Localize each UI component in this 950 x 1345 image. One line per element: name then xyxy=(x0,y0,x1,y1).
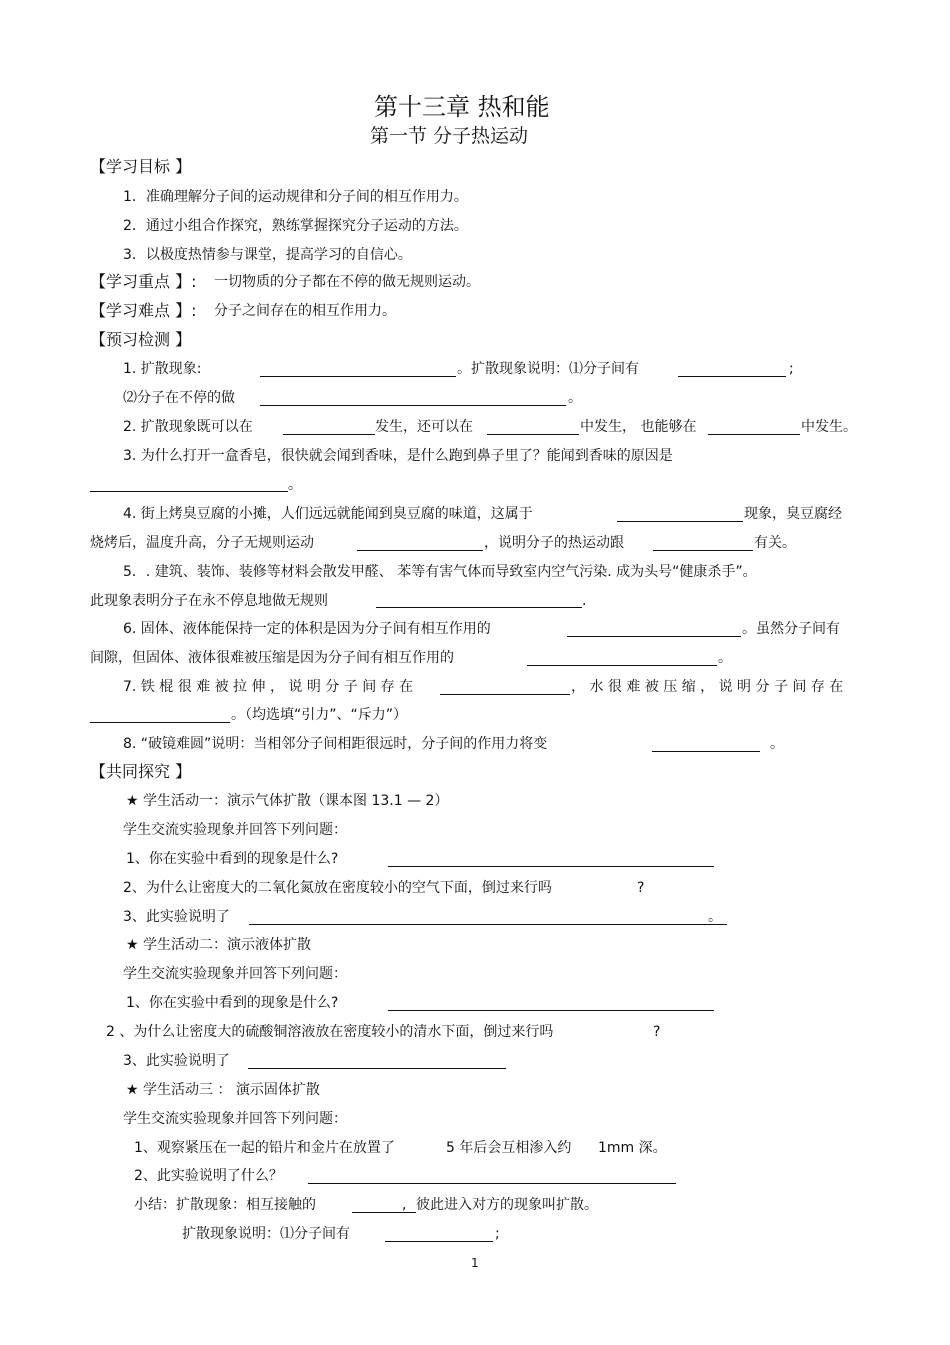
q2-text-3: 中发生， 也能够在 xyxy=(580,419,697,435)
q1-text-2: ⑵分子在不停的做 xyxy=(123,390,235,406)
q1-label: 1. 扩散现象: xyxy=(123,361,202,377)
answer-blank[interactable] xyxy=(388,1010,714,1011)
exchange-instruction: 学生交流实验现象并回答下列问题： xyxy=(123,822,347,838)
chapter-title: 第十三章 热和能 xyxy=(374,93,550,121)
summary-line-1: 小结：扩散现象：相互接触的 xyxy=(134,1197,316,1213)
q7-text-2: ， 水 很 难 被 压 缩 ， 说 明 分 子 间 存 在 xyxy=(571,679,844,695)
q2-text: 2. 扩散现象既可以在 xyxy=(123,419,253,435)
exchange-instruction: 学生交流实验现象并回答下列问题： xyxy=(123,1111,347,1127)
answer-blank[interactable] xyxy=(260,376,456,377)
activity-3-q1-b: 5 年后会互相渗入约 xyxy=(446,1140,572,1156)
q3-text: 3. 为什么打开一盒香皂，很快就会闻到香味，是什么跑到鼻子里了？能闻到香味的原因是 xyxy=(123,448,673,464)
page-number: 1 xyxy=(471,1256,479,1270)
q1-text: 。扩散现象说明：⑴分子间有 xyxy=(457,361,639,377)
q1-end-2: 。 xyxy=(568,390,582,406)
answer-blank[interactable] xyxy=(308,1183,676,1184)
answer-blank[interactable] xyxy=(283,434,375,435)
activity-1-q2-mark: ? xyxy=(637,880,645,896)
q4-text: 4. 街上烤臭豆腐的小摊，人们远远就能闻到臭豆腐的味道，这属于 xyxy=(123,506,533,522)
q7-text: 7. 铁 棍 很 难 被 拉 伸 ， 说 明 分 子 间 存 在 xyxy=(123,679,414,695)
q4-text-2: 现象，臭豆腐经 xyxy=(744,506,842,522)
answer-blank[interactable] xyxy=(653,550,753,551)
q6-text-2: 。虽然分子间有 xyxy=(742,621,840,637)
difficulty-text: 分子之间存在的相互作用力。 xyxy=(214,303,396,319)
summary-line-2: 扩散现象说明：⑴分子间有 xyxy=(182,1226,350,1242)
answer-blank[interactable] xyxy=(260,405,566,406)
q2-text-2: 发生，还可以在 xyxy=(375,419,473,435)
q2-text-4: 中发生。 xyxy=(801,419,857,435)
activity-3-q2: 2、此实验说明了什么？ xyxy=(134,1168,283,1184)
q8-end: 。 xyxy=(770,736,784,752)
q8-text: 8. “破镜难圆”说明：当相邻分子间相距很远时，分子间的作用力将变 xyxy=(123,736,548,752)
section-subtitle: 第一节 分子热运动 xyxy=(370,125,529,147)
answer-blank[interactable] xyxy=(487,434,579,435)
q6-text: 6. 固体、液体能保持一定的体积是因为分子间有相互作用的 xyxy=(123,621,491,637)
answer-blank[interactable] xyxy=(617,521,743,522)
q6-text-3: 间隙，但固体、液体很难被压缩是因为分子间有相互作用的 xyxy=(90,650,454,666)
q4-text-5: 有关。 xyxy=(754,535,796,551)
activity-1-title: ★ 学生活动一：演示气体扩散（课本图 13.1 — 2） xyxy=(126,793,449,809)
activity-2-q2-mark: ? xyxy=(653,1024,661,1040)
objective-item: 1．准确理解分子间的运动规律和分子间的相互作用力。 xyxy=(123,189,468,205)
activity-3-q1: 1、观察紧压在一起的铅片和金片在放置了 xyxy=(134,1140,395,1156)
summary-comma: , xyxy=(402,1197,407,1213)
objective-item: 3．以极度热情参与课堂，提高学习的自信心。 xyxy=(123,247,412,263)
answer-blank[interactable] xyxy=(90,491,288,492)
q5-text-2: 此现象表明分子在永不停息地做无规则 xyxy=(90,593,328,609)
activity-2-q3: 3、此实验说明了 xyxy=(123,1053,230,1069)
key-point-heading: 【学习重点 】: xyxy=(90,272,197,291)
q4-text-4: ，说明分子的热运动跟 xyxy=(484,535,624,551)
q7-text-3: 。（均选填“引力”、“斥力”） xyxy=(231,707,408,723)
q4-text-3: 烧烤后，温度升高，分子无规则运动 xyxy=(90,535,314,551)
activity-1-q3: 3、此实验说明了 xyxy=(123,909,230,925)
answer-blank[interactable] xyxy=(90,722,230,723)
answer-blank[interactable] xyxy=(376,607,582,608)
exchange-instruction: 学生交流实验现象并回答下列问题： xyxy=(123,966,347,982)
activity-1-q1: 1、你在实验中看到的现象是什么? xyxy=(126,851,339,867)
answer-blank[interactable] xyxy=(385,1241,493,1242)
answer-blank[interactable] xyxy=(249,924,727,925)
answer-blank[interactable] xyxy=(567,636,741,637)
q3-end: 。 xyxy=(288,477,302,493)
objectives-heading: 【学习目标 】 xyxy=(90,157,192,176)
answer-blank[interactable] xyxy=(440,694,570,695)
explore-heading: 【共同探究 】 xyxy=(90,762,192,781)
q5-end: . xyxy=(582,593,587,609)
q1-end: ; xyxy=(789,361,794,377)
q6-end: 。 xyxy=(718,650,732,666)
activity-2-q2: 2 、为什么让密度大的硫酸铜溶液放在密度较小的清水下面，倒过来行吗 xyxy=(106,1024,554,1040)
preview-heading: 【预习检测 】 xyxy=(90,330,192,349)
summary-line-2-end: ; xyxy=(495,1226,500,1242)
objective-item: 2．通过小组合作探究，熟练掌握探究分子运动的方法。 xyxy=(123,218,468,234)
activity-3-q1-c: 1mm 深。 xyxy=(598,1140,667,1156)
key-point-text: 一切物质的分子都在不停的做无规则运动。 xyxy=(214,274,480,290)
activity-1-q2: 2、为什么让密度大的二氧化氮放在密度较小的空气下面，倒过来行吗 xyxy=(123,880,552,896)
answer-blank[interactable] xyxy=(357,550,483,551)
q5-text: 5．. 建筑、装饰、装修等材料会散发甲醛、 苯等有害气体而导致室内空气污染. 成为头号“健康杀手”。 xyxy=(123,564,757,580)
answer-blank[interactable] xyxy=(708,434,800,435)
summary-line-1-end: 彼此进入对方的现象叫扩散。 xyxy=(416,1197,598,1213)
activity-1-q3-end: 。 xyxy=(708,909,722,925)
activity-2-q1: 1、你在实验中看到的现象是什么? xyxy=(126,995,339,1011)
answer-blank[interactable] xyxy=(652,751,760,752)
activity-2-title: ★ 学生活动二：演示液体扩散 xyxy=(126,937,312,953)
answer-blank[interactable] xyxy=(678,376,786,377)
answer-blank[interactable] xyxy=(248,1068,506,1069)
activity-3-title: ★ 学生活动三 ： 演示固体扩散 xyxy=(126,1082,320,1098)
answer-blank[interactable] xyxy=(388,866,714,867)
answer-blank[interactable] xyxy=(527,665,717,666)
difficulty-heading: 【学习难点 】: xyxy=(90,301,197,320)
